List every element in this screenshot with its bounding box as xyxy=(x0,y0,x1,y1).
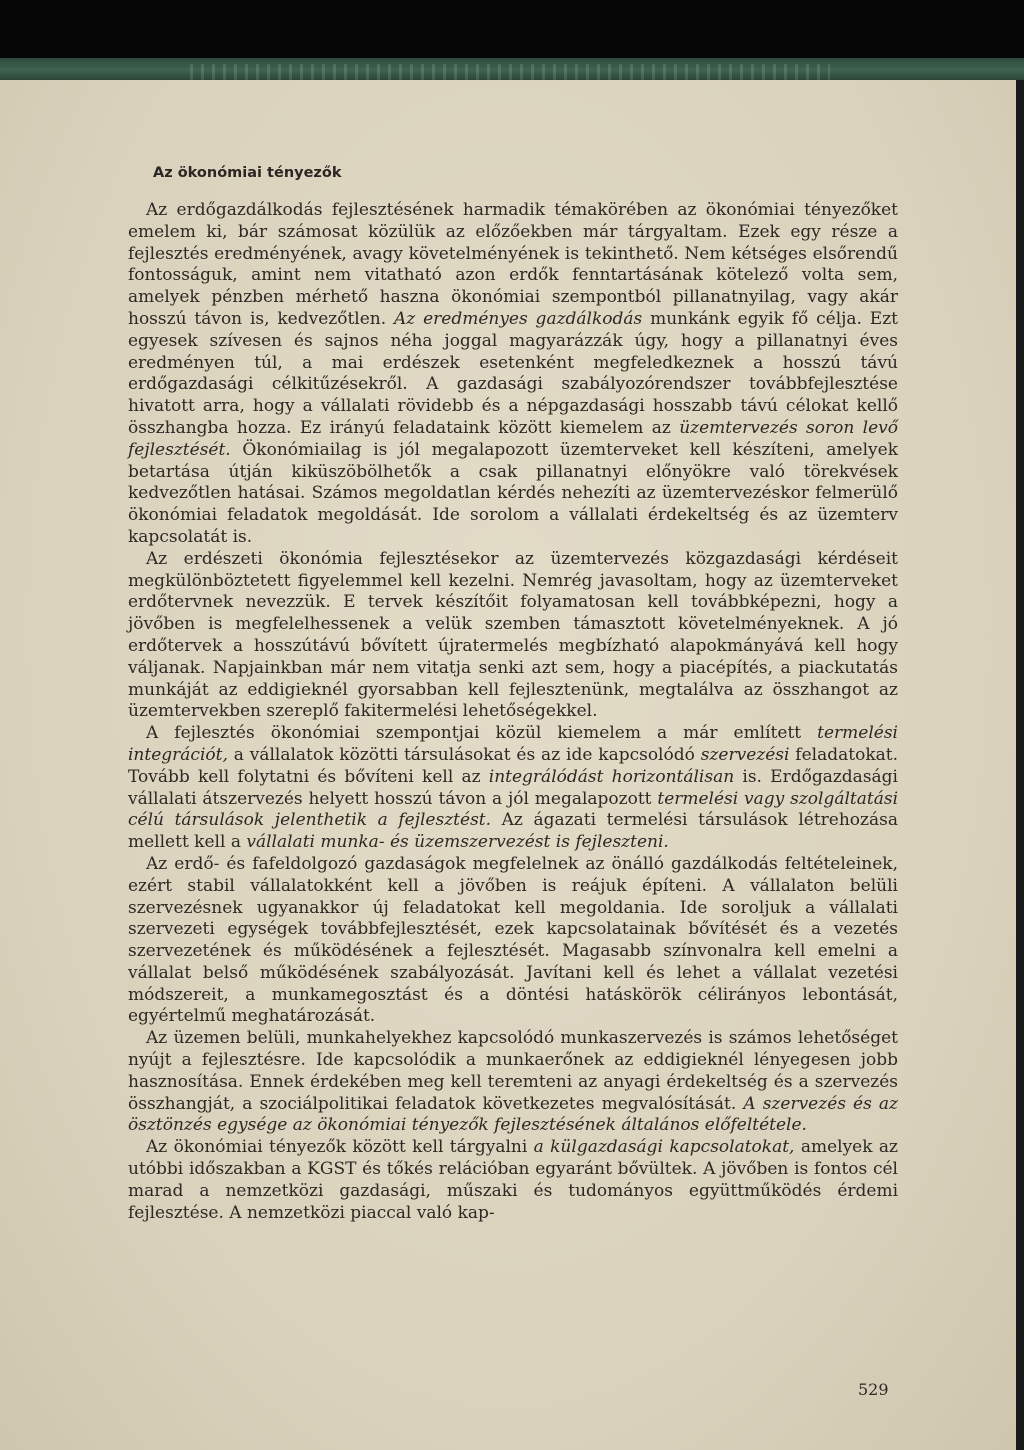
page-shadow-edge xyxy=(1016,80,1024,1450)
italic-run: Az eredményes gazdálkodás xyxy=(394,308,643,329)
text-run: Ökonómiailag is jól megalapozott üzemterveket kell készíteni, amelyek betartása útján kiküszöbölhetők a csak pillanatnyi előnyökre való törekvések kedvezőtlen hatásai. Számos megoldatlan kérdés nehezíti az üzemtervezéskor felmerülő ökonómiai feladatok megoldását. Ide sorolom a vállalati érdekeltség és az üzemterv kapcsolatát is. xyxy=(128,439,898,547)
text-run: A fejlesztés ökonómiai szempontjai közül kiemelem a már említett xyxy=(146,723,818,744)
text-run: Az ökonómiai tényezők között kell tárgyalni xyxy=(146,1137,534,1158)
italic-run: A szervezés és az ösztönzés egysége az ökonómiai tényezők fejlesztésének általános előfeltétele. xyxy=(128,1093,898,1136)
paragraph xyxy=(128,1028,898,1137)
paragraph xyxy=(128,200,898,549)
text-run: feladatokat. Tovább kell folytatni és bővíteni kell az xyxy=(128,744,898,787)
text-run: munkánk egyik fő célja. Ezt egyesek szívesen és sajnos néha joggal magyarázzák úgy, hogy a pillanatnyi éves eredményen túl, a mai erdészek esetenként megfeledkeznek a hosszú távú erdőgazdasági célkitűzésekről. A gazdasági szabályozórendszer továbbfejlesztése hivatott arra, hogy a vállalati rövidebb és a népgazdasági hosszabb távú célokat kellő összhangba hozza. Ez irányú feladataink között kiemelem az xyxy=(128,308,898,438)
italic-run: vállalati munka- és üzemszervezést is fejleszteni. xyxy=(246,832,669,853)
paragraph xyxy=(128,549,898,723)
italic-run: a külgazdasági kapcsolatokat, xyxy=(533,1137,795,1158)
text-run: Az üzemen belüli, munkahelyekhez kapcsolódó munkaszervezés is számos lehetőséget nyújt a fejlesztésre. Ide kapcsolódik a munkaerőnek az eddigieknél lényegesen jobb hasznosítása. Ennek érdekében meg kell teremteni az anyagi érdekeltség és a szervezés összhangját, a szociálpolitikai feladatok következetes megvalósítását. xyxy=(128,1028,898,1114)
paragraph xyxy=(128,723,898,854)
text-run: amelyek az utóbbi időszakban a KGST és tőkés relációban egyaránt bővültek. A jövőben is fontos cél marad a nemzetközi gazdasági, műszaki és tudományos együttműködés érdemi fejlesztése. A nemzetközi piaccal való kap- xyxy=(128,1137,898,1223)
paragraph xyxy=(128,1137,898,1224)
book-page xyxy=(0,80,1016,1450)
text-run: a vállalatok közötti társulásokat és az ide kapcsolódó xyxy=(227,744,701,765)
paragraph xyxy=(128,854,898,1028)
text-run: Az erdészeti ökonómia fejlesztésekor az üzemtervezés közgazdasági kérdéseit megkülönböztetett figyelemmel kell kezelni. Nemrég javasoltam, hogy az üzemterveket erdőtervnek nevezzük. E tervek készítőit folyamatosan kell továbbképezni, hogy a jövőben is megfelelhessenek a velük szemben támasztott követelményeknek. A jó erdőtervek a hosszútávú bővített újratermelés megbízható alapokmányává kell hogy váljanak. Napjainkban már nem vitatja senki azt sem, hogy a piacépítés, a piackutatás munkáját az eddigieknél gyorsabban kell fejlesztenünk, megtalálva az összhangot az üzemtervekben szereplő fakitermelési lehetőségekkel. xyxy=(128,548,898,722)
italic-run: integrálódást horizontálisan xyxy=(488,766,735,787)
italic-run: üzemtervezés soron levő fejlesztését. xyxy=(128,417,898,460)
page-number: 529 xyxy=(858,1380,889,1399)
text-run: Az erdőgazdálkodás fejlesztésének harmadik témakörében az ökonómiai tényezőket emelem ki, bár számosat közülük az előzőekben már tárgyaltam. Ezek egy része a fejlesztés eredményének, avagy követelményének is tekinthető. Nem kétséges elsőrendű fontosságuk, amint nem vitatható azon erdők fenntartásának kötelező volta sem, amelyek pénzben mérhető haszna ökonómiai szempontból pillanatnyilag, vagy akár hosszú távon is, kedvezőtlen. xyxy=(128,200,898,329)
text-run: Az erdő- és fafeldolgozó gazdaságok megfelelnek az önálló gazdálkodás feltételeinek, ezért stabil vállalatokként kell a jövőben is reájuk építeni. A vállalaton belüli szervezésnek ugyanakkor új feladatokat kell megoldania. Ide soroljuk a vállalati szervezeti egységek továbbfejlesztését, ezek kapcsolatainak bővítését és a vezetés szervezetének és működésének a fejlesztését. Magasabb színvonalra kell emelni a vállalat belső működésének szabályozását. Javítani kell és lehet a vállalat vezetési módszereit, a munkamegosztást és a döntési hatáskörök célirányos lebontását, egyértelmű meghatározását. xyxy=(128,853,898,1027)
italic-run: szervezési xyxy=(700,744,790,765)
body-text xyxy=(128,200,898,1224)
italic-run: termelési vagy szolgáltatási célú társulások jelenthetik a fejlesztést. xyxy=(128,788,899,831)
text-run: is. Erdőgazdasági vállalati átszervezés helyett hosszú távon a jól megalapozott xyxy=(128,766,898,809)
text-run: Az ágazati termelési társulások létrehozása mellett kell a xyxy=(128,810,898,853)
cover-edge-texture xyxy=(190,64,830,80)
section-heading: Az ökonómiai tényezők xyxy=(153,165,342,181)
italic-run: termelési integrációt, xyxy=(128,723,898,765)
